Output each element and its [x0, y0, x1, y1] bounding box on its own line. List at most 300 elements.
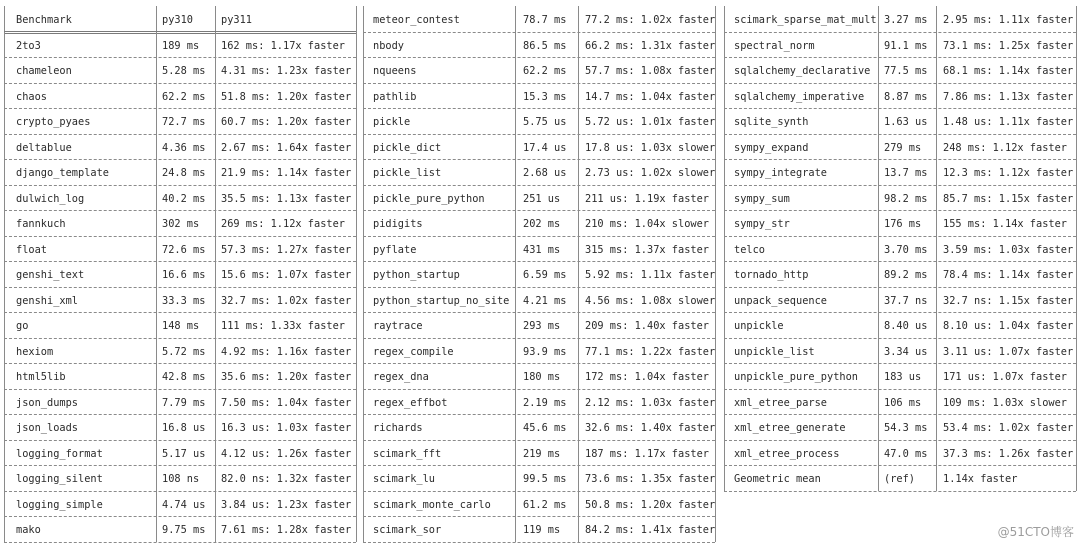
py311-result: 37.3 ms: 1.26x faster — [943, 447, 1074, 460]
py311-result: 60.7 ms: 1.20x faster — [221, 116, 352, 128]
table-row — [363, 414, 715, 440]
py310-time: 1.63 us — [884, 116, 928, 128]
table-row — [363, 516, 715, 542]
py310-time: 3.70 ms — [884, 243, 928, 256]
table-row — [363, 6, 715, 32]
column-divider — [363, 516, 364, 542]
table-row — [724, 159, 1076, 185]
benchmark-name: logging_silent — [16, 473, 103, 485]
py311-result: 210 ms: 1.04x slower — [585, 218, 709, 230]
column-divider — [878, 108, 879, 134]
benchmark-name: pyflate — [373, 243, 417, 256]
benchmark-name: regex_compile — [373, 345, 454, 358]
table-row — [724, 108, 1076, 134]
column-divider — [578, 338, 579, 364]
py310-time: 99.5 ms — [523, 473, 567, 485]
column-divider — [356, 236, 357, 262]
py310-time: 148 ms — [162, 320, 200, 332]
column-divider — [878, 134, 879, 160]
row-separator — [4, 542, 356, 543]
benchmark-name: xml_etree_process — [734, 447, 840, 460]
py310-time: 119 ms — [523, 524, 561, 536]
column-divider — [515, 261, 516, 287]
table-row — [724, 185, 1076, 211]
column-divider — [578, 57, 579, 83]
table-row — [363, 134, 715, 160]
column-divider — [4, 465, 5, 491]
benchmark-name: richards — [373, 422, 423, 434]
py310-time: 93.9 ms — [523, 345, 567, 358]
py310-time: 77.5 ms — [884, 65, 928, 77]
table-row — [363, 287, 715, 313]
table-row — [724, 312, 1076, 338]
py310-time: 16.6 ms — [162, 269, 206, 281]
py311-result: 2.67 ms: 1.64x faster — [221, 141, 352, 154]
py310-time: 40.2 ms — [162, 192, 206, 205]
column-divider — [356, 134, 357, 160]
py311-result: 51.8 ms: 1.20x faster — [221, 90, 352, 103]
column-divider — [878, 261, 879, 287]
column-divider — [156, 440, 157, 466]
table-row — [724, 414, 1076, 440]
column-divider — [878, 159, 879, 185]
py310-time: 91.1 ms — [884, 39, 928, 52]
column-divider — [515, 6, 516, 32]
py311-result: 171 us: 1.07x faster — [943, 371, 1067, 383]
results-table-3 — [724, 6, 1076, 491]
column-divider — [156, 185, 157, 211]
benchmark-name: unpickle_pure_python — [734, 371, 858, 383]
py311-result: 85.7 ms: 1.15x faster — [943, 192, 1074, 205]
py310-time: 3.27 ms — [884, 14, 928, 26]
column-divider — [936, 57, 937, 83]
column-divider — [578, 465, 579, 491]
py310-time: 202 ms — [523, 218, 561, 230]
table-row — [363, 312, 715, 338]
column-divider — [936, 83, 937, 109]
column-divider — [878, 287, 879, 313]
benchmark-name: go — [16, 320, 29, 332]
column-divider — [4, 516, 5, 542]
column-divider — [724, 465, 725, 491]
column-divider — [356, 159, 357, 185]
column-divider — [936, 32, 937, 58]
column-divider — [515, 57, 516, 83]
benchmark-name: sqlalchemy_imperative — [734, 90, 865, 103]
py311-result: 21.9 ms: 1.14x faster — [221, 167, 352, 179]
table-row — [724, 287, 1076, 313]
column-divider — [4, 108, 5, 134]
column-divider — [878, 312, 879, 338]
table-row — [363, 210, 715, 236]
column-divider — [715, 185, 716, 211]
column-divider — [715, 312, 716, 338]
table-row — [724, 236, 1076, 262]
table-row — [4, 236, 356, 262]
py311-result: 12.3 ms: 1.12x faster — [943, 167, 1074, 179]
column-divider — [4, 134, 5, 160]
column-divider — [156, 312, 157, 338]
column-divider — [515, 83, 516, 109]
benchmark-name: chaos — [16, 90, 47, 103]
table-row — [4, 287, 356, 313]
py310-time: 6.59 ms — [523, 269, 567, 281]
py311-result: 57.7 ms: 1.08x faster — [585, 65, 716, 77]
column-divider — [724, 261, 725, 287]
column-divider — [156, 261, 157, 287]
py310-time: 62.2 ms — [162, 90, 206, 103]
benchmark-name: unpack_sequence — [734, 294, 827, 307]
benchmark-name: fannkuch — [16, 218, 66, 230]
py310-time: 47.0 ms — [884, 447, 928, 460]
table-header — [4, 6, 356, 32]
py310-time: 108 ns — [162, 473, 200, 485]
column-divider — [724, 363, 725, 389]
benchmark-name: chameleon — [16, 65, 72, 77]
column-divider — [515, 465, 516, 491]
table-row — [363, 159, 715, 185]
column-divider — [156, 6, 157, 32]
column-divider — [1076, 287, 1077, 313]
table-row — [4, 185, 356, 211]
column-divider — [215, 287, 216, 313]
py310-time: 302 ms — [162, 218, 200, 230]
column-divider — [878, 338, 879, 364]
table-row — [724, 134, 1076, 160]
column-divider — [363, 134, 364, 160]
column-divider — [215, 6, 216, 32]
benchmark-name: xml_etree_parse — [734, 396, 827, 409]
py311-result: 3.84 us: 1.23x faster — [221, 498, 352, 511]
py310-time: 2.68 us — [523, 167, 567, 179]
table-row — [363, 261, 715, 287]
column-divider — [1076, 159, 1077, 185]
py310-time: 89.2 ms — [884, 269, 928, 281]
py310-time: 431 ms — [523, 243, 561, 256]
benchmark-name: tornado_http — [734, 269, 809, 281]
table-row — [724, 6, 1076, 32]
benchmark-name: xml_etree_generate — [734, 422, 846, 434]
header-py311: py311 — [221, 14, 252, 26]
column-divider — [578, 134, 579, 160]
benchmark-name: logging_simple — [16, 498, 103, 511]
column-divider — [356, 210, 357, 236]
benchmark-name: unpickle_list — [734, 345, 815, 358]
table-row — [4, 516, 356, 542]
benchmark-name: scimark_lu — [373, 473, 435, 485]
benchmark-name: python_startup — [373, 269, 460, 281]
py311-result: 155 ms: 1.14x faster — [943, 218, 1067, 230]
py311-result: 1.14x faster — [943, 473, 1018, 485]
column-divider — [878, 32, 879, 58]
column-divider — [4, 210, 5, 236]
py311-result: 269 ms: 1.12x faster — [221, 218, 345, 230]
py311-result: 209 ms: 1.40x faster — [585, 320, 709, 332]
column-divider — [578, 32, 579, 58]
column-divider — [156, 491, 157, 517]
column-divider — [515, 491, 516, 517]
column-divider — [936, 414, 937, 440]
column-divider — [515, 134, 516, 160]
benchmark-name: 2to3 — [16, 39, 41, 52]
column-divider — [578, 389, 579, 415]
benchmark-name: pickle_dict — [373, 141, 442, 154]
column-divider — [724, 338, 725, 364]
column-divider — [578, 363, 579, 389]
column-divider — [1076, 236, 1077, 262]
column-divider — [1076, 312, 1077, 338]
column-divider — [515, 32, 516, 58]
column-divider — [1076, 440, 1077, 466]
py310-time: 279 ms — [884, 141, 922, 154]
column-divider — [215, 236, 216, 262]
benchmark-name: pidigits — [373, 218, 423, 230]
py311-result: 8.10 us: 1.04x faster — [943, 320, 1074, 332]
column-divider — [363, 261, 364, 287]
table-row — [4, 312, 356, 338]
benchmark-name: raytrace — [373, 320, 423, 332]
column-divider — [4, 57, 5, 83]
column-divider — [515, 516, 516, 542]
column-divider — [515, 236, 516, 262]
table-row — [724, 338, 1076, 364]
column-divider — [363, 32, 364, 58]
py311-result: 35.5 ms: 1.13x faster — [221, 192, 352, 205]
py310-time: 183 us — [884, 371, 922, 383]
column-divider — [724, 32, 725, 58]
py310-time: 45.6 ms — [523, 422, 567, 434]
benchmark-name: django_template — [16, 167, 109, 179]
column-divider — [4, 32, 5, 58]
column-divider — [215, 83, 216, 109]
row-separator — [724, 491, 1076, 492]
table-row — [363, 338, 715, 364]
py310-time: 86.5 ms — [523, 39, 567, 52]
benchmark-name: Geometric mean — [734, 473, 821, 485]
py311-result: 77.1 ms: 1.22x faster — [585, 345, 716, 358]
column-divider — [724, 185, 725, 211]
table-row — [4, 108, 356, 134]
table-row — [4, 159, 356, 185]
benchmark-name: spectral_norm — [734, 39, 815, 52]
column-divider — [936, 6, 937, 32]
column-divider — [1076, 363, 1077, 389]
column-divider — [4, 287, 5, 313]
column-divider — [4, 261, 5, 287]
table-row — [4, 363, 356, 389]
column-divider — [156, 363, 157, 389]
py311-result: 82.0 ns: 1.32x faster — [221, 473, 352, 485]
column-divider — [363, 338, 364, 364]
benchmark-name: sqlite_synth — [734, 116, 809, 128]
py311-result: 2.95 ms: 1.11x faster — [943, 14, 1074, 26]
table-row — [4, 210, 356, 236]
column-divider — [215, 414, 216, 440]
benchmark-name: crypto_pyaes — [16, 116, 91, 128]
results-table-2 — [363, 6, 715, 542]
column-divider — [4, 83, 5, 109]
py311-result: 84.2 ms: 1.41x faster — [585, 524, 716, 536]
column-divider — [156, 287, 157, 313]
py311-result: 2.73 us: 1.02x slower — [585, 167, 716, 179]
column-divider — [4, 159, 5, 185]
column-divider — [715, 440, 716, 466]
column-divider — [1076, 32, 1077, 58]
column-divider — [356, 83, 357, 109]
benchmark-name: unpickle — [734, 320, 784, 332]
column-divider — [215, 134, 216, 160]
column-divider — [1076, 210, 1077, 236]
column-divider — [215, 338, 216, 364]
py311-result: 14.7 ms: 1.04x faster — [585, 90, 716, 103]
column-divider — [936, 261, 937, 287]
table-row — [724, 363, 1076, 389]
column-divider — [356, 414, 357, 440]
column-divider — [356, 261, 357, 287]
benchmark-name: dulwich_log — [16, 192, 85, 205]
results-table-1 — [4, 6, 356, 542]
column-divider — [4, 338, 5, 364]
py310-time: 72.6 ms — [162, 243, 206, 256]
column-divider — [1076, 465, 1077, 491]
column-divider — [878, 57, 879, 83]
column-divider — [724, 440, 725, 466]
py310-time: 24.8 ms — [162, 167, 206, 179]
column-divider — [578, 159, 579, 185]
column-divider — [356, 491, 357, 517]
benchmark-name: scimark_monte_carlo — [373, 498, 491, 511]
benchmark-name: regex_dna — [373, 371, 429, 383]
py311-result: 66.2 ms: 1.31x faster — [585, 39, 716, 52]
py311-result: 57.3 ms: 1.27x faster — [221, 243, 352, 256]
py310-time: 3.34 us — [884, 345, 928, 358]
column-divider — [215, 465, 216, 491]
column-divider — [356, 516, 357, 542]
column-divider — [215, 57, 216, 83]
py311-result: 78.4 ms: 1.14x faster — [943, 269, 1074, 281]
py311-result: 5.92 ms: 1.11x faster — [585, 269, 716, 281]
column-divider — [363, 159, 364, 185]
column-divider — [4, 414, 5, 440]
table-row — [4, 491, 356, 517]
column-divider — [715, 363, 716, 389]
benchmark-name: sympy_sum — [734, 192, 790, 205]
column-divider — [724, 312, 725, 338]
py311-result: 68.1 ms: 1.14x faster — [943, 65, 1074, 77]
table-row — [724, 57, 1076, 83]
column-divider — [515, 414, 516, 440]
column-divider — [878, 210, 879, 236]
column-divider — [156, 83, 157, 109]
column-divider — [363, 312, 364, 338]
py310-time: 42.8 ms — [162, 371, 206, 383]
benchmark-name: scimark_fft — [373, 447, 442, 460]
column-divider — [215, 440, 216, 466]
py310-time: 106 ms — [884, 396, 922, 409]
py311-result: 4.31 ms: 1.23x faster — [221, 65, 352, 77]
column-divider — [4, 185, 5, 211]
py311-result: 111 ms: 1.33x faster — [221, 320, 345, 332]
column-divider — [878, 363, 879, 389]
column-divider — [515, 210, 516, 236]
column-divider — [215, 159, 216, 185]
column-divider — [356, 465, 357, 491]
column-divider — [356, 312, 357, 338]
py310-time: 17.4 us — [523, 141, 567, 154]
table-row — [4, 389, 356, 415]
py310-time: 4.74 us — [162, 498, 206, 511]
py311-result: 4.92 ms: 1.16x faster — [221, 345, 352, 358]
header-benchmark: Benchmark — [16, 14, 72, 26]
py311-result: 5.72 us: 1.01x faster — [585, 116, 716, 128]
table-row — [363, 363, 715, 389]
column-divider — [578, 312, 579, 338]
column-divider — [156, 414, 157, 440]
py310-time: 4.36 ms — [162, 141, 206, 154]
py311-result: 162 ms: 1.17x faster — [221, 39, 345, 52]
py311-result: 77.2 ms: 1.02x faster — [585, 14, 716, 26]
column-divider — [936, 185, 937, 211]
py311-result: 53.4 ms: 1.02x faster — [943, 422, 1074, 434]
py310-time: 176 ms — [884, 218, 922, 230]
column-divider — [4, 6, 5, 32]
table-row — [4, 440, 356, 466]
column-divider — [215, 516, 216, 542]
table-row — [724, 465, 1076, 491]
benchmark-name: nbody — [373, 39, 404, 52]
column-divider — [724, 414, 725, 440]
py310-time: 5.75 us — [523, 116, 567, 128]
column-divider — [936, 465, 937, 491]
benchmark-name: sympy_integrate — [734, 167, 827, 179]
py311-result: 15.6 ms: 1.07x faster — [221, 269, 352, 281]
py311-result: 3.11 us: 1.07x faster — [943, 345, 1074, 358]
benchmark-name: python_startup_no_site — [373, 294, 510, 307]
column-divider — [1076, 6, 1077, 32]
column-divider — [936, 108, 937, 134]
column-divider — [936, 389, 937, 415]
column-divider — [936, 338, 937, 364]
py310-time: 9.75 ms — [162, 524, 206, 536]
column-divider — [356, 440, 357, 466]
column-divider — [356, 389, 357, 415]
column-divider — [724, 108, 725, 134]
column-divider — [578, 261, 579, 287]
table-row — [363, 465, 715, 491]
benchmark-name: pickle — [373, 116, 411, 128]
column-divider — [578, 185, 579, 211]
row-separator — [363, 542, 715, 543]
benchmark-name: pickle_list — [373, 167, 442, 179]
column-divider — [724, 57, 725, 83]
column-divider — [715, 210, 716, 236]
column-divider — [156, 516, 157, 542]
column-divider — [215, 363, 216, 389]
column-divider — [215, 210, 216, 236]
column-divider — [936, 287, 937, 313]
column-divider — [878, 83, 879, 109]
table-row — [4, 414, 356, 440]
column-divider — [515, 338, 516, 364]
column-divider — [363, 287, 364, 313]
py310-time: 251 us — [523, 192, 561, 205]
column-divider — [363, 465, 364, 491]
column-divider — [724, 134, 725, 160]
table-row — [4, 261, 356, 287]
table-row — [4, 83, 356, 109]
column-divider — [1076, 338, 1077, 364]
column-divider — [878, 440, 879, 466]
